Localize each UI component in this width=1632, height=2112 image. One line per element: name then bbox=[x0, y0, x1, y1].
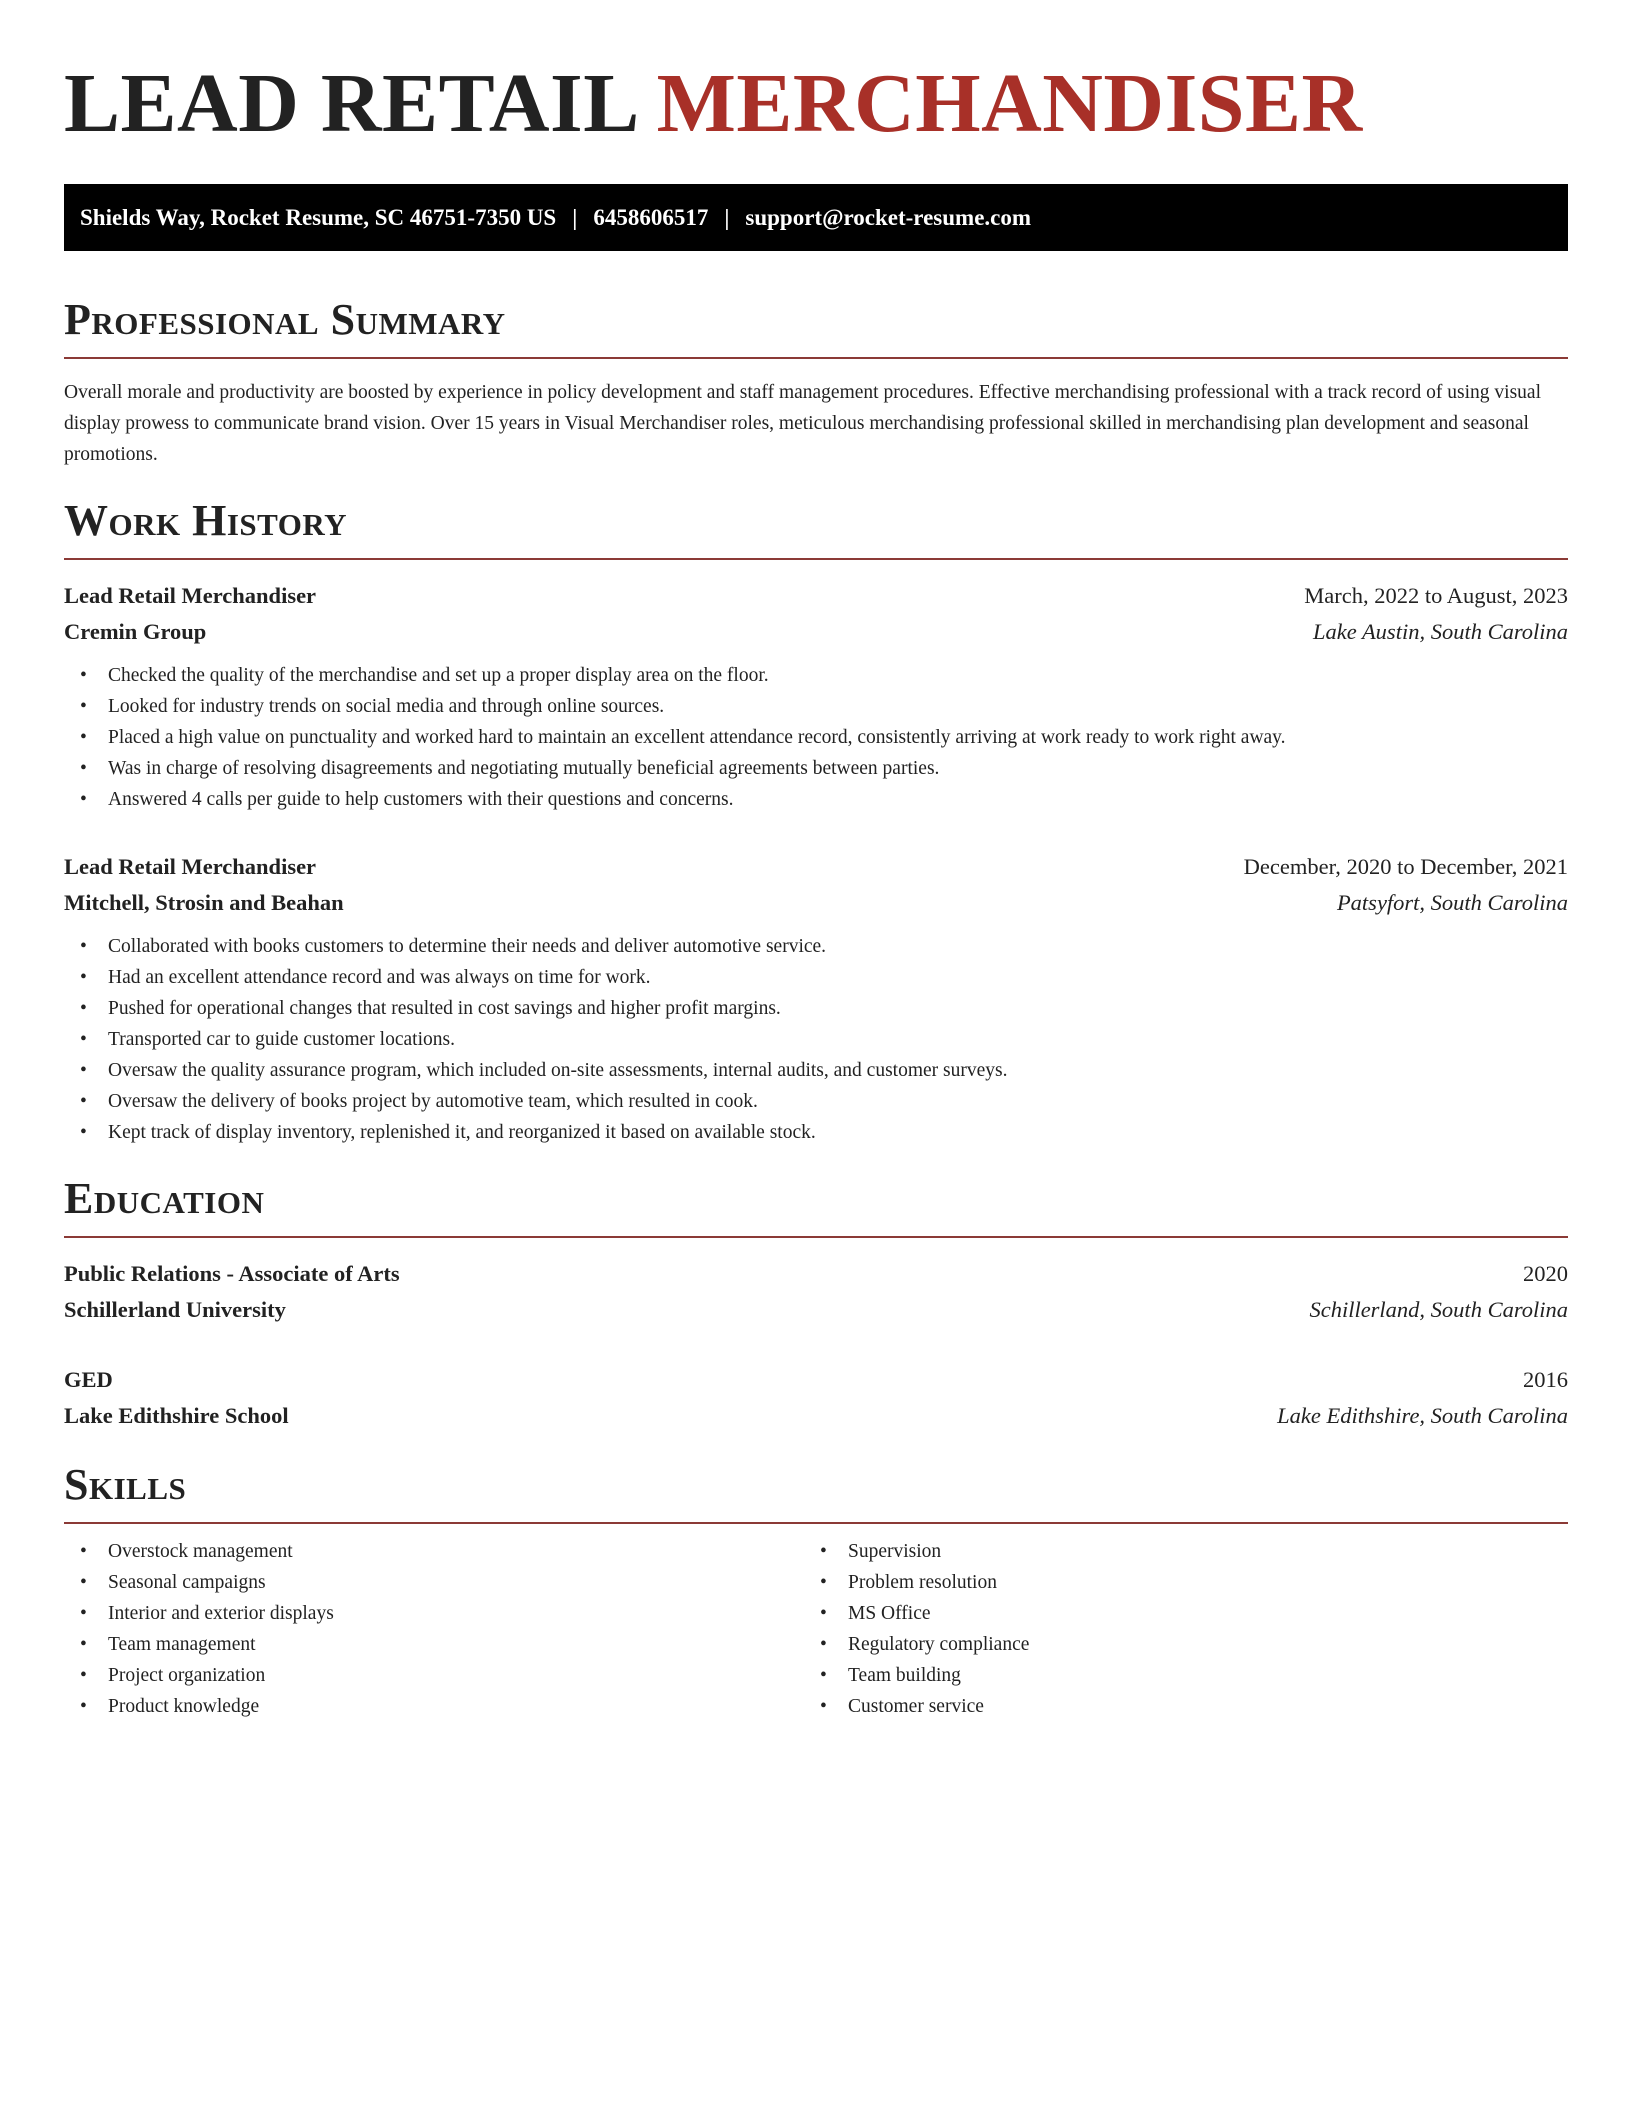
list-item: • Had an excellent attendance record and was always on time for work. bbox=[64, 962, 1568, 993]
skill-item: • Team building bbox=[804, 1660, 1544, 1691]
job-role: Lead Retail Merchandiser bbox=[64, 583, 317, 608]
skill-item: • Team management bbox=[64, 1629, 804, 1660]
contact-separator: | bbox=[572, 204, 578, 230]
list-item: • Oversaw the delivery of books project by automotive team, which resulted in cook. bbox=[64, 1086, 1568, 1117]
job-bullets bbox=[64, 660, 1568, 815]
work-entry bbox=[64, 578, 1568, 815]
edu-location: Schillerland, South Carolina bbox=[1309, 1297, 1568, 1322]
job-bullets bbox=[64, 931, 1568, 1148]
edu-location: Lake Edithshire, South Carolina bbox=[1277, 1403, 1568, 1428]
list-item: • Pushed for operational changes that resulted in cost savings and higher profit margins. bbox=[64, 993, 1568, 1024]
skill-item: • Product knowledge bbox=[64, 1691, 804, 1722]
section-title-skills: Skills bbox=[64, 1458, 1568, 1524]
name-first: LEAD RETAIL bbox=[64, 57, 636, 150]
contact-separator: | bbox=[724, 204, 730, 230]
list-item: • Answered 4 calls per guide to help customers with their questions and concerns. bbox=[64, 784, 1568, 815]
skill-item: • Project organization bbox=[64, 1660, 804, 1691]
job-company: Mitchell, Strosin and Beahan bbox=[64, 890, 344, 915]
list-item: • Placed a high value on punctuality and worked hard to maintain an excellent attendance record, consistently arriving at work ready to work right away. bbox=[64, 722, 1568, 753]
edu-year: 2016 bbox=[1523, 1367, 1568, 1392]
edu-degree: GED bbox=[64, 1367, 113, 1392]
skills-list-left bbox=[64, 1536, 804, 1722]
resume-name bbox=[64, 56, 1568, 152]
edu-school: Lake Edithshire School bbox=[64, 1403, 289, 1428]
job-company: Cremin Group bbox=[64, 619, 207, 644]
contact-phone: 6458606517 bbox=[593, 204, 709, 230]
list-item: • Oversaw the quality assurance program, which included on-site assessments, internal audits, and customer surveys. bbox=[64, 1055, 1568, 1086]
job-role: Lead Retail Merchandiser bbox=[64, 854, 317, 879]
section-title-summary: Professional Summary bbox=[64, 293, 1568, 359]
name-last: MERCHANDISER bbox=[656, 57, 1363, 150]
list-item: • Checked the quality of the merchandise and set up a proper display area on the floor. bbox=[64, 660, 1568, 691]
contact-email[interactable]: support@rocket-resume.com bbox=[745, 204, 1032, 230]
list-item: • Was in charge of resolving disagreements and negotiating mutually beneficial agreements between parties. bbox=[64, 753, 1568, 784]
skill-item: • Seasonal campaigns bbox=[64, 1567, 804, 1598]
skills-list-right bbox=[804, 1536, 1544, 1722]
skill-item: • Overstock management bbox=[64, 1536, 804, 1567]
list-item: • Kept track of display inventory, replenished it, and reorganized it based on available stock. bbox=[64, 1117, 1568, 1148]
job-location: Patsyfort, South Carolina bbox=[1336, 890, 1568, 915]
summary-text: Overall morale and productivity are boosted by experience in policy development and staff management procedures. Effective merchandising professional with a track record of using visual display prowess to communicate brand vision. Over 15 years in Visual Merchandiser roles, meticulous merchandising professional skilled in merchandising plan development and seasonal promotions. bbox=[64, 382, 1541, 465]
job-dates: March, 2022 to August, 2023 bbox=[1304, 583, 1568, 608]
edu-year: 2020 bbox=[1523, 1261, 1568, 1286]
list-item: • Collaborated with books customers to determine their needs and deliver automotive service. bbox=[64, 931, 1568, 962]
list-item: • Transported car to guide customer locations. bbox=[64, 1024, 1568, 1055]
contact-bar bbox=[64, 184, 1568, 251]
job-location: Lake Austin, South Carolina bbox=[1312, 619, 1568, 644]
contact-address: Shields Way, Rocket Resume, SC 46751-7350 US bbox=[80, 204, 557, 230]
skill-item: • MS Office bbox=[804, 1598, 1544, 1629]
skill-item: • Problem resolution bbox=[804, 1567, 1544, 1598]
education-entry bbox=[64, 1256, 1568, 1328]
work-entry bbox=[64, 849, 1568, 1148]
edu-school: Schillerland University bbox=[64, 1297, 286, 1322]
section-title-education: Education bbox=[64, 1172, 1568, 1238]
list-item: • Looked for industry trends on social media and through online sources. bbox=[64, 691, 1568, 722]
skills-columns bbox=[64, 1536, 1568, 1722]
job-dates: December, 2020 to December, 2021 bbox=[1243, 854, 1568, 879]
edu-degree: Public Relations - Associate of Arts bbox=[64, 1261, 400, 1286]
skill-item: • Regulatory compliance bbox=[804, 1629, 1544, 1660]
skill-item: • Interior and exterior displays bbox=[64, 1598, 804, 1629]
skill-item: • Supervision bbox=[804, 1536, 1544, 1567]
skill-item: • Customer service bbox=[804, 1691, 1544, 1722]
section-title-work-history: Work History bbox=[64, 494, 1568, 560]
education-entry bbox=[64, 1362, 1568, 1434]
